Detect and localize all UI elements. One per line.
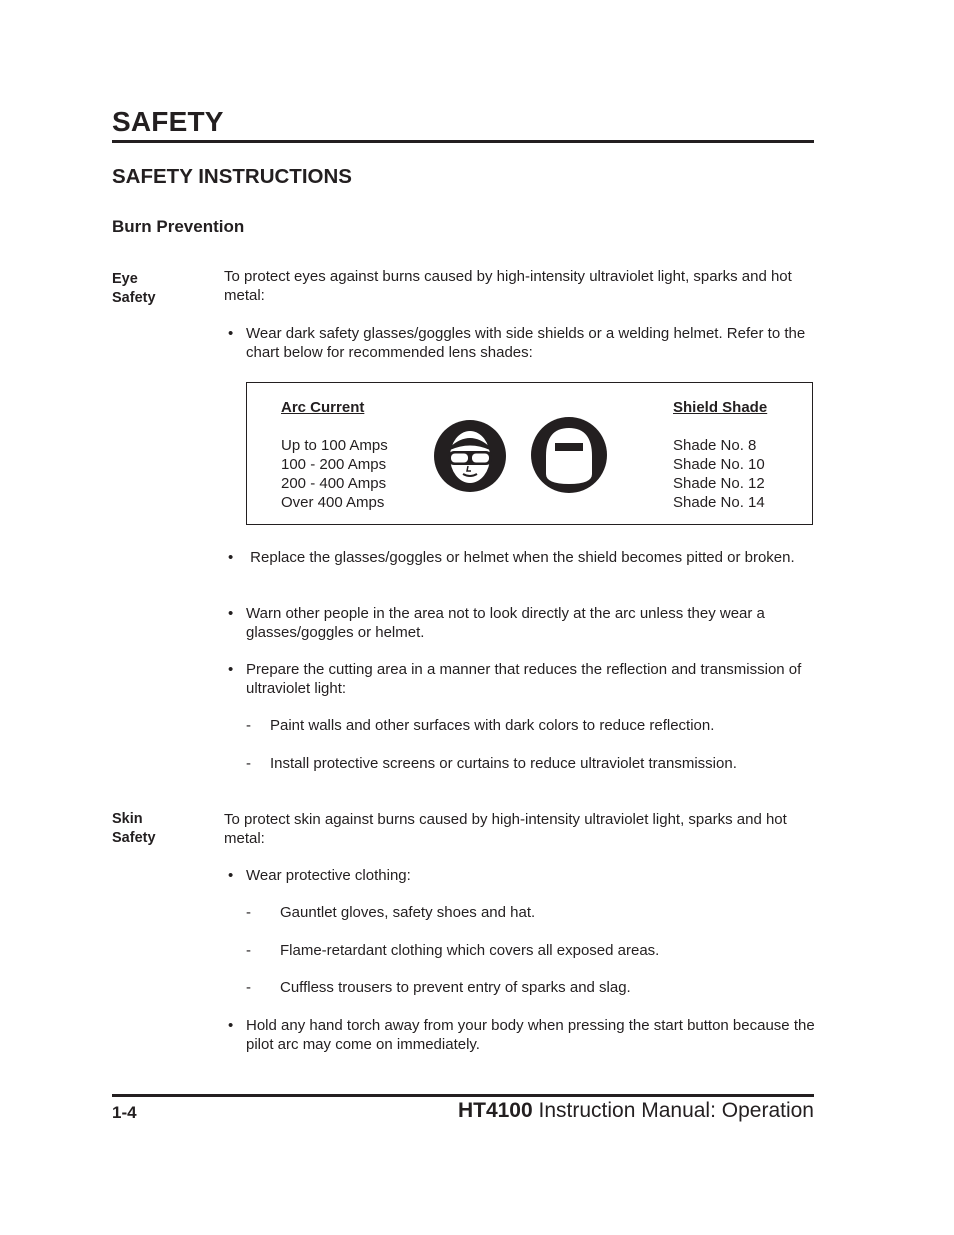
- shield-shade-row: Shade No. 8: [673, 437, 757, 454]
- section-title: SAFETY: [112, 106, 224, 137]
- arc-current-row: Up to 100 Amps: [281, 437, 388, 454]
- shield-shade-column: [673, 398, 767, 512]
- eye-bullet-1: [228, 324, 822, 362]
- arc-current-row: Over 400 Amps: [281, 494, 385, 511]
- skin-dash-1-text: Gauntlet gloves, safety shoes and hat.: [280, 904, 536, 921]
- subsection-title: SAFETY INSTRUCTIONS: [112, 165, 352, 188]
- skin-safety-label-line1: Skin: [112, 811, 143, 827]
- bullet-marker: •: [228, 549, 234, 566]
- header-rule: [112, 140, 814, 143]
- shield-shade-header: Shield Shade: [673, 399, 768, 416]
- skin-bullet-1-text: Wear protective clothing:: [246, 867, 411, 884]
- topic-title: Burn Prevention: [112, 217, 245, 236]
- skin-dash-2-text: Flame-retardant clothing which covers all exposed areas.: [280, 942, 660, 959]
- arc-current-column: [281, 398, 388, 512]
- skin-dash-3-text: Cuffless trousers to prevent entry of sparks and slag.: [280, 979, 631, 996]
- eye-dash-2-text: Install protective screens or curtains to reduce ultraviolet transmission.: [270, 755, 737, 772]
- eye-safety-label-line2: Safety: [112, 290, 156, 306]
- footer-manual-title: Instruction Manual: Operation: [532, 1099, 814, 1122]
- lens-shade-chart: [246, 382, 813, 525]
- skin-bullet-2-text: Hold any hand torch away from your body when pressing the start button because the pilot arc may come on immediately.: [246, 1017, 815, 1053]
- arc-current-row: 100 - 200 Amps: [281, 456, 387, 473]
- dash-marker: -: [246, 904, 251, 921]
- footer-rule: [112, 1094, 814, 1097]
- dash-marker: -: [246, 717, 251, 734]
- eye-bullet-4: [228, 660, 822, 698]
- eye-safety-label-line1: Eye: [112, 271, 138, 287]
- footer-title: [458, 1099, 814, 1123]
- bullet-marker: •: [228, 325, 234, 342]
- shield-shade-row: Shade No. 12: [673, 475, 765, 492]
- goggles-icon: [433, 419, 507, 493]
- shield-shade-row: Shade No. 14: [673, 494, 765, 511]
- dash-marker: -: [246, 979, 251, 996]
- skin-bullet-2: [228, 1016, 822, 1054]
- bullet-marker: •: [228, 605, 234, 622]
- eye-safety-label: [112, 270, 156, 308]
- arc-current-row: 200 - 400 Amps: [281, 475, 387, 492]
- arc-current-header: Arc Current: [281, 399, 365, 416]
- shield-shade-row: Shade No. 10: [673, 456, 765, 473]
- bullet-marker: •: [228, 661, 234, 678]
- page-number: 1-4: [112, 1103, 137, 1122]
- eye-bullet-2-text: Replace the glasses/goggles or helmet when the shield becomes pitted or broken.: [246, 549, 795, 566]
- eye-bullet-1-text: Wear dark safety glasses/goggles with side shields or a welding helmet. Refer to the chart below for recommended lens shades:: [246, 325, 806, 361]
- eye-bullet-3: [228, 604, 822, 642]
- eye-bullet-4-text: Prepare the cutting area in a manner that reduces the reflection and transmission of ultraviolet light:: [246, 661, 802, 697]
- eye-safety-intro: To protect eyes against burns caused by high-intensity ultraviolet light, sparks and hot metal:: [224, 268, 792, 304]
- skin-bullet-1: [228, 866, 822, 885]
- dash-marker: -: [246, 755, 251, 772]
- welding-helmet-icon: [530, 416, 608, 494]
- footer-model: HT4100: [457, 1099, 533, 1122]
- dash-marker: -: [246, 942, 251, 959]
- eye-bullet-3-text: Warn other people in the area not to look directly at the arc unless they wear a glasses/goggles or helmet.: [246, 605, 765, 641]
- eye-dash-1-text: Paint walls and other surfaces with dark colors to reduce reflection.: [270, 717, 715, 734]
- skin-safety-intro: To protect skin against burns caused by high-intensity ultraviolet light, sparks and hot metal:: [224, 811, 787, 847]
- skin-safety-label-line2: Safety: [112, 830, 156, 846]
- bullet-marker: •: [228, 1017, 234, 1034]
- skin-safety-label: [112, 810, 156, 848]
- bullet-marker: •: [228, 867, 234, 884]
- eye-bullet-2: [228, 548, 822, 567]
